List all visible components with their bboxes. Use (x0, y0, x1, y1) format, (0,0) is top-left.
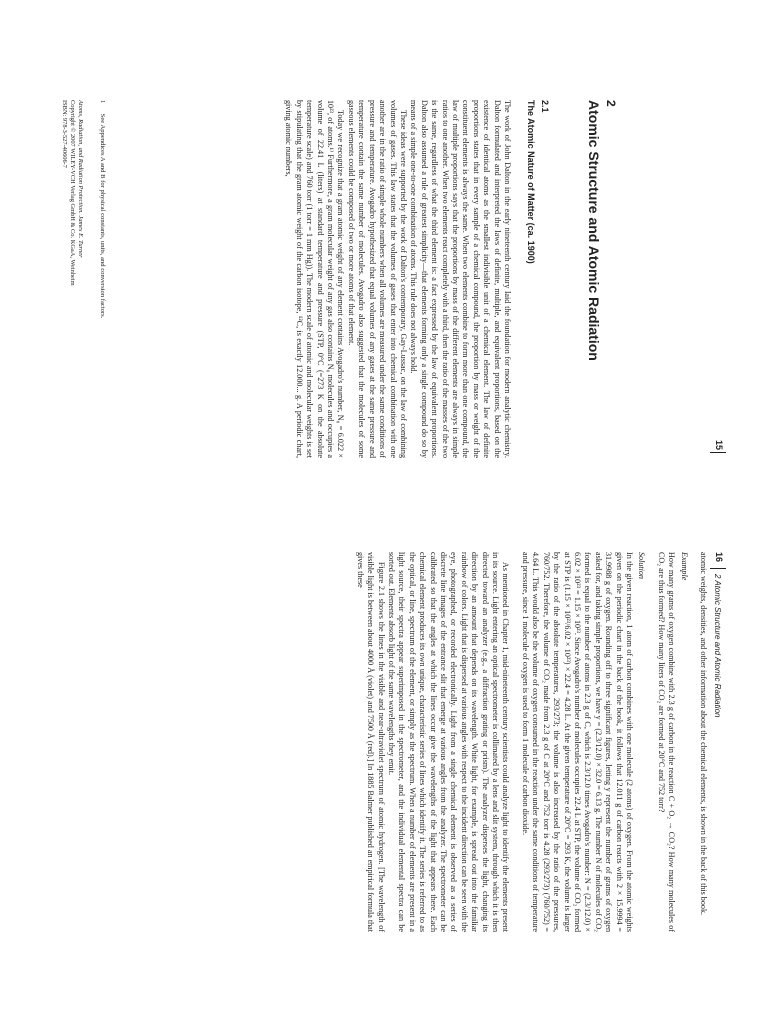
section-title: The Atomic Nature of Matter (ca. 1900) (526, 100, 536, 264)
folio-rule (710, 452, 726, 453)
copyright-block (59, 100, 84, 458)
example-text: How many grams of oxygen combine with 2.3 g of carbon in the reaction C + O₂ → CO₂? How many molecules of CO₂ are thus formed? How many liters of CO₂ are formed at 20°C and 752 torr? (656, 552, 677, 932)
footnote-number: 1 (99, 100, 106, 104)
chapter-number: 2 (604, 100, 618, 107)
body-paragraph: Today we recognize that a gram atomic weight of any element contains Avogadro's number, N₀ = 6.022 × 10²³, of atoms.¹⁾ Furthermore, a gram molecular weight of any gas also contains N₀ molecules and occupies a volume of 22.41 L (liters) at standard temperature and pressure (STP, 0°C (=273 K on the absolute temperature scale) and 760 torr (1 torr = 1 mm Hg)). The modern scale of atomic and molecular weights is set by stipulating that the gram atomic weight of the carbon isotope, ¹²C, is exactly 12.000... g. A periodic chart, giving atomic numbers, (284, 100, 346, 458)
page-number: 16 (714, 552, 724, 563)
solution-text: In the given reaction, 1 atom of carbon combines with one molecule (2 atoms) of oxygen. From the atomic weights given on the periodic chart in the back of the book, it follows that 12.011 g of carbon reacts with 2 × 15.9994 = 31.9988 g of oxygen. Rounding off to three significant figures, letting y represent the number of grams of oxygen asked for, and taking simple proportions, we have y = (2.3/12.0) × 32.0 = 6.13 g. The number N of molecules of CO₂ formed is equal to the number of atoms in 2.3 g of C, which is 2.3/12.0 times Avogadro's number: N = (2.3/12.0) × 6.02 × 10²³ = 1.15 × 10²³. Since Avogadro's number of molecules occupies 22.4 L at STP, the volume of CO₂ formed at STP is (1.15 × 10²³/6.02 × 10²³) × 22.4 = 4.28 L. At the given temperature of 20°C = 293 K, the volume is larger by the ratio of the absolute temperatures, 293/273; the volume is also increased by the ratio of the pressures, 760/752. Therefore, the volume of CO₂ made from 2.3 g of C at 20°C and 752 torr is 4.28 (293/273) (760/752) = 4.64 L. This would also be the volume of oxygen consumed in the reaction under the same conditions of temperature and pressure, since 1 molecule of oxygen is used to form 1 molecule of carbon dioxide. (520, 552, 634, 932)
right-body-text (58, 552, 708, 932)
page-number: 15 (714, 440, 724, 451)
folio-rule (710, 568, 726, 569)
body-paragraph: Figure 2.1 shows the lines in the visible and near-ultraviolet spectrum of atomic hydrogen. [The wavelength of visible light is between about 4000 Å (violet) and 7500 Å (red).] In 1885 Balmer published an empirical formula that gives these (355, 552, 386, 932)
chapter-title: Atomic Structure and Atomic Radiation (586, 100, 602, 361)
section-number: 2.1 (540, 100, 550, 113)
copyright-line: Copyright © 2007 WILEY-VCH Verlag GmbH & Co. KGaA, Weinheim (68, 100, 76, 286)
footnote (98, 100, 106, 458)
example-label: Example (679, 552, 689, 581)
left-body-text (127, 100, 512, 458)
solution-label: Solution (637, 552, 647, 579)
body-paragraph: These ideas were supported by the work of Dalton's contemporary, Gay-Lussac, on the law of combining volumes of gases. This law states that the volumes of gases that enter into chemical combination with one another are in the ratio of simple whole numbers when all volumes are measured under the same conditions of pressure and temperature. Avogadro hypothesized that equal volumes of any gases at the same pressure and temperature contain the same number of molecules. Avogadro also suggested that the molecules of some gaseous elements could be composed of two or more atoms of that element. (346, 100, 408, 458)
body-paragraph: atomic weights, densities, and other information about the chemical elements, is shown in the back of this book. (699, 552, 708, 916)
footnote-text: See Appendices A and B for physical constants, units, and conversion factors. (99, 113, 106, 319)
body-paragraph: The work of John Dalton in the early nineteenth century laid the foundation for modern analytic chemistry. Dalton formulated and interpreted the laws of definite, multiple, and equivalent proportions, based on the existence of identical atoms as the smallest indivisible unit of a chemical element. The law of definite proportions states that in every sample of a chemical compound, the proportion by mass or weight of the constituent elements is always the same. When two elements combine to form more than one compound, the law of multiple proportions says that the proportions by mass of the different elements are always in simple ratios to one another. When two elements react completely with a third, then the ratio of the masses of the two is the same, regardless of what the third element is: a fact expressed by the law of equivalent proportions. Dalton also assumed a rule of greatest simplicity—that elements forming only a single compound do so by means of a simple one-to-one combination of atoms. This rule does not always hold. (409, 100, 512, 458)
isbn-line: ISBN: 978-3-527-40606-7 (60, 100, 68, 168)
body-paragraph: As mentioned in Chapter 1, mid-nineteenth century scientists could analyze light to identify the elements present in its source. Light entering an optical spectrometer is collimated by a lens and slit system, through which it is then directed toward an analyzer (e.g., a diffraction grating or prism). The analyzer disperses the light, changing its direction by an amount that depends on its wavelength. White light, for example, is spread out into the familiar rainbow of colors. Light that is dispersed at various angles with respect to the incident direction can be seen with the eye, photographed, or recorded electronically. Light from a single chemical element is observed as a series of discrete line images of the entrance slit that emerge at various angles from the analyzer. The spectrometer can be calibrated so that the angles at which the lines occur give the wavelengths of the light that appears there. Each chemical element produces its own unique, characteristic series of lines which identify it. The series is referred to as the optical, or line, spectrum of the element, or simply as the spectrum. When a number of elements are present in a light source, their spectra appear superimposed in the spectrometer, and the individual elemental spectra can be sorted out. Elements absorb light of the same wavelengths they emit. (387, 552, 511, 932)
running-head: 2 Atomic Structure and Atomic Radiation (713, 574, 722, 718)
right-page (0, 512, 768, 1024)
copyright-title-line: Atoms, Radiation, and Radiation Protection. James E. Turner (77, 100, 84, 258)
